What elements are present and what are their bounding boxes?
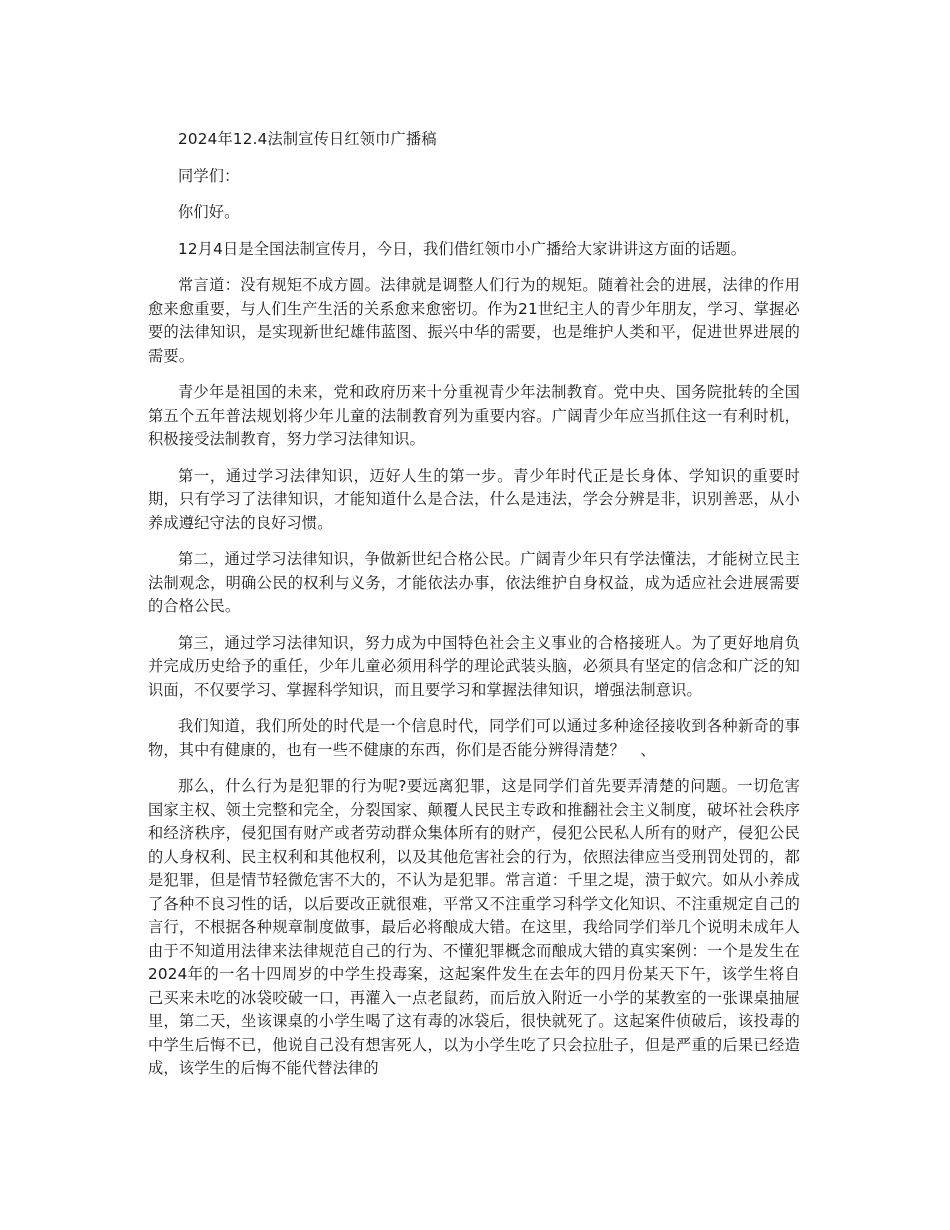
body-paragraph: 青少年是祖国的未来，党和政府历来十分重视青少年法制教育。党中央、国务院批转的全国第五个五年普法规划将少年儿童的法制教育列为重要内容。广阔青少年应当抓住这一有利时机，积极接受法制教育，努力学习法律知识。 [148, 383, 800, 448]
body-paragraph: 第二，通过学习法律知识，争做新世纪合格公民。广阔青少年只有学法懂法，才能树立民主法制观念，明确公民的权利与义务，才能依法办事，依法维护自身权益，成为适应社会进展需要的合格公民。 [148, 550, 800, 615]
salutation-paragraph: 同学们： [178, 166, 240, 185]
document-body [148, 128, 800, 1094]
greeting-paragraph: 你们好。 [178, 203, 240, 221]
intro-paragraph: 12月4日是全国法制宣传月，今日，我们借红领巾小广播给大家讲讲这方面的话题。 [178, 239, 747, 258]
body-paragraph: 我们知道，我们所处的时代是一个信息时代，同学们可以通过多种途径接收到各种新奇的事物，其中有健康的，也有一些不健康的东西，你们是否能分辨得清楚？ 、 [148, 717, 800, 759]
document-title: 2024年12.4法制宣传日红领巾广播稿 [178, 130, 437, 148]
body-paragraph: 那么，什么行为是犯罪的行为呢?要远离犯罪，这是同学们首先要弄清楚的问题。一切危害国家主权、领土完整和完全，分裂国家、颠覆人民民主专政和推翻社会主义制度，破坏社会秩序和经济秩序，侵犯国有财产或者劳动群众集体所有的财产，侵犯公民私人所有的财产，侵犯公民的人身权利、民主权利和其他权利，以及其他危害社会的行为，依照法律应当受刑罚处罚的，都是犯罪，但是情节轻微危害不大的，不认为是犯罪。常言道：千里之堤，溃于蚁穴。如从小养成了各种不良习性的话，以后要改正就很难，平常又不注重学习科学文化知识、不注重规定自己的言行，不根据各种规章制度做事，最后必将酿成大错。在这里，我给同学们举几个说明未成年人由于不知道用法律来法律规范自己的行为、不懂犯罪概念而酿成大错的真实案例：一个是发生在2024年的一名十四周岁的中学生投毒案，这起案件发生在去年的四月份某天下午，该学生将自己买来未吃的冰袋咬破一口，再灌入一点老鼠药，而后放入附近一小学的某教室的一张课桌抽屉里，第二天，坐该课桌的小学生喝了这有毒的冰袋后，很快就死了。这起案件侦破后，该投毒的中学生后悔不已，他说自己没有想害死人，以为小学生吃了只会拉肚子，但是严重的后果已经造成，该学生的后悔不能代替法律的 [148, 777, 800, 1077]
body-paragraph: 第三，通过学习法律知识，努力成为中国特色社会主义事业的合格接班人。为了更好地肩负并完成历史给予的重任，少年儿童必须用科学的理论武装头脑，必须具有坚定的信念和广泛的知识面，不仅要学习、掌握科学知识，而且要学习和掌握法律知识，增强法制意识。 [148, 633, 800, 699]
body-paragraph: 常言道：没有规矩不成方圆。法律就是调整人们行为的规矩。随着社会的进展，法律的作用愈来愈重要，与人们生产生活的关系愈来愈密切。作为21世纪主人的青少年朋友，学习、掌握必要的法律知识，是实现新世纪雄伟蓝图、振兴中华的需要，也是维护人类和平，促进世界进展的需要。 [148, 276, 800, 365]
body-paragraph: 第一，通过学习法律知识，迈好人生的第一步。青少年时代正是长身体、学知识的重要时期，只有学习了法律知识，才能知道什么是合法，什么是违法，学会分辨是非，识别善恶，从小养成遵纪守法的良好习惯。 [148, 466, 800, 532]
